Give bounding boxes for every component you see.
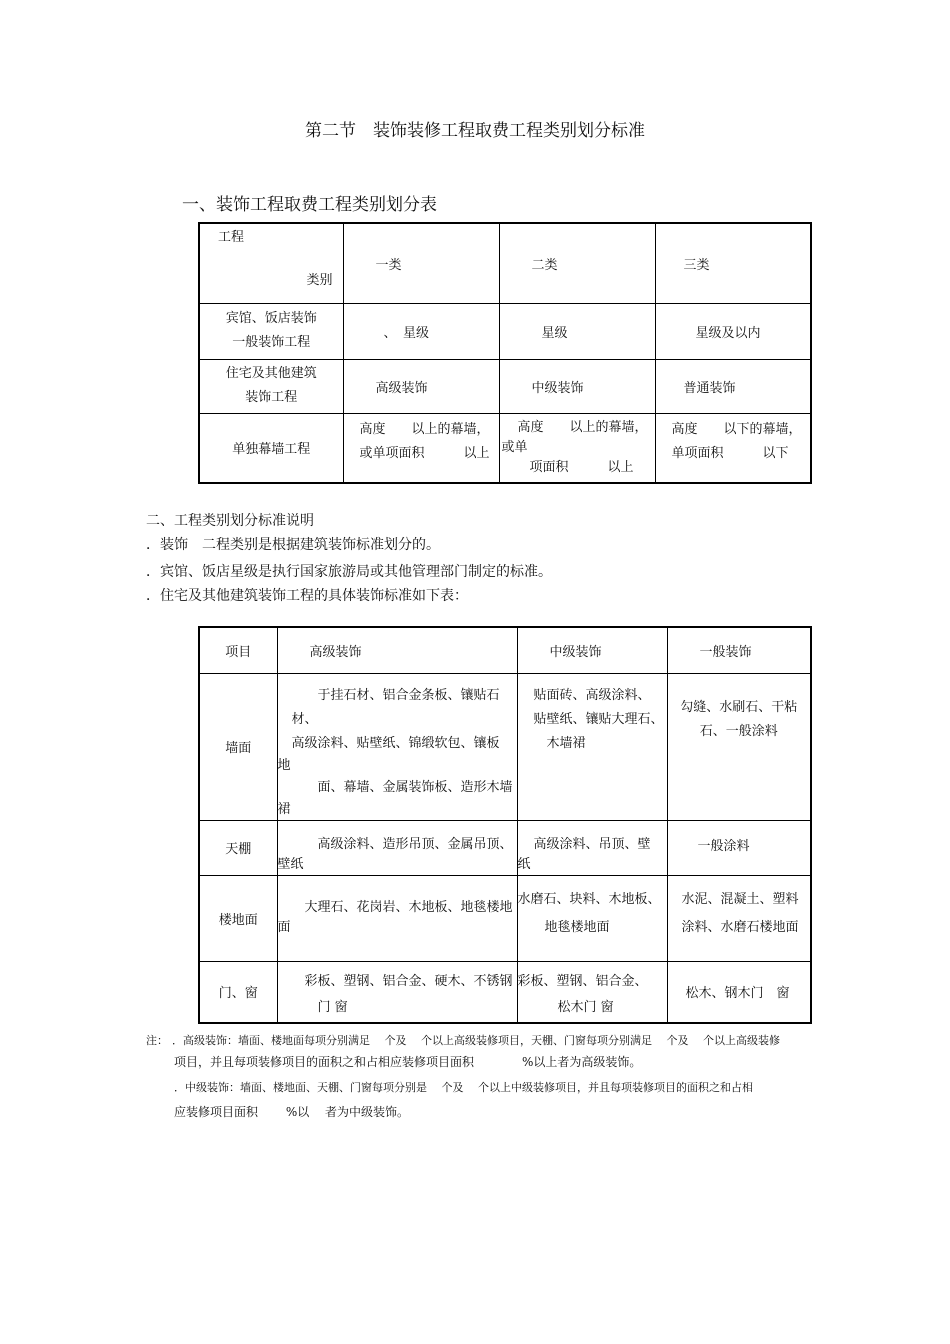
table-cell: 高度 以上的幕墙， 或单项面积 以上 [343, 413, 499, 483]
header-corner-top: 类别 [306, 273, 333, 289]
column-header: 一般装饰 [667, 627, 811, 673]
table-cell: 高级装饰 [343, 359, 499, 413]
table-cell: 水磨石、块料、木地板、 地毯楼地面 [517, 875, 667, 961]
table-cell: 中级装饰 [499, 359, 655, 413]
row-label: 墙面 [199, 673, 277, 820]
column-header: 一类 [343, 223, 499, 303]
table-cell: 星级及以内 [655, 303, 811, 359]
row-label: 单独幕墙工程 [199, 413, 343, 483]
row-label: 天棚 [199, 820, 277, 875]
category-table [198, 222, 812, 484]
row-label: 住宅及其他建筑 装饰工程 [199, 359, 343, 413]
table-cell: 大理石、花岗岩、木地板、地毯楼地 面 [277, 875, 517, 961]
table-cell: 、 星级 [343, 303, 499, 359]
table-cell: 彩板、塑钢、铝合金、硬木、不锈钢 门 窗 [277, 961, 517, 1023]
table-cell: 普通装饰 [655, 359, 811, 413]
table-cell: 勾缝、水刷石、干粘 石、一般涂料 [667, 673, 811, 820]
table-cell: 高级涂料、吊顶、壁 纸 [517, 820, 667, 875]
table-cell: 松木、钢木门 窗 [667, 961, 811, 1023]
table-cell: 星级 [499, 303, 655, 359]
column-header: 三类 [655, 223, 811, 303]
explanation-item: ．宾馆、饭店星级是执行国家旅游局或其他管理部门制定的标准。 [146, 564, 552, 580]
table-cell: 水泥、混凝土、塑料 涂料、水磨石楼地面 [667, 875, 811, 961]
table-cell: 高级涂料、造形吊顶、金属吊顶、 壁纸 [277, 820, 517, 875]
note-line: ．高级装饰：墙面、楼地面每项分别满足 个及 个以上高级装修项目，天棚、门窗每项分别满足 个及 个以上高级装修 [172, 1034, 780, 1047]
table-cell: 彩板、塑钢、铝合金、 松木门 窗 [517, 961, 667, 1023]
table-cell: 高度 以上的幕墙， 或单 项面积 以上 [499, 413, 655, 483]
explanation-item: ．住宅及其他建筑装饰工程的具体装饰标准如下表： [146, 588, 468, 604]
header-corner-bottom: 工程 [218, 230, 245, 246]
header-corner-cell [199, 223, 343, 303]
table-cell: 贴面砖、高级涂料、 贴壁纸、镶贴大理石、 木墙裙 [517, 673, 667, 820]
column-header: 中级装饰 [517, 627, 667, 673]
page-title: 第二节 装饰装修工程取费工程类别划分标准 [305, 121, 645, 141]
notes-label: 注： [146, 1034, 168, 1047]
note-line: ．中级装饰：墙面、楼地面、天棚、门窗每项分别是 个及 个以上中级装修项目，并且每项装修项目的面积之和占相 [174, 1081, 753, 1094]
explanation-item: ．装饰 二程类别是根据建筑装饰标准划分的。 [146, 537, 440, 553]
row-label: 宾馆、饭店装饰 一般装饰工程 [199, 303, 343, 359]
table-cell: 一般涂料 [667, 820, 811, 875]
section2-heading: 二、工程类别划分标准说明 [146, 513, 314, 529]
note-line: 应装修项目面积 %以 者为中级装饰。 [174, 1105, 410, 1119]
section1-heading: 一、装饰工程取费工程类别划分表 [182, 195, 437, 215]
table-cell: 高度 以下的幕墙， 单项面积 以下 [655, 413, 811, 483]
column-header: 高级装饰 [277, 627, 517, 673]
table-cell: 于挂石材、铝合金条板、镶贴石材、 高级涂料、贴壁纸、锦缎软包、镶板 地 面、幕墙、金属装饰板、造形木墙 裙 [277, 673, 517, 820]
decoration-standard-table [198, 626, 812, 1024]
column-header: 二类 [499, 223, 655, 303]
note-line: 项目，并且每项装修项目的面积之和占相应装修项目面积 %以上者为高级装饰。 [174, 1055, 642, 1069]
column-header: 项目 [199, 627, 277, 673]
row-label: 门、窗 [199, 961, 277, 1023]
row-label: 楼地面 [199, 875, 277, 961]
